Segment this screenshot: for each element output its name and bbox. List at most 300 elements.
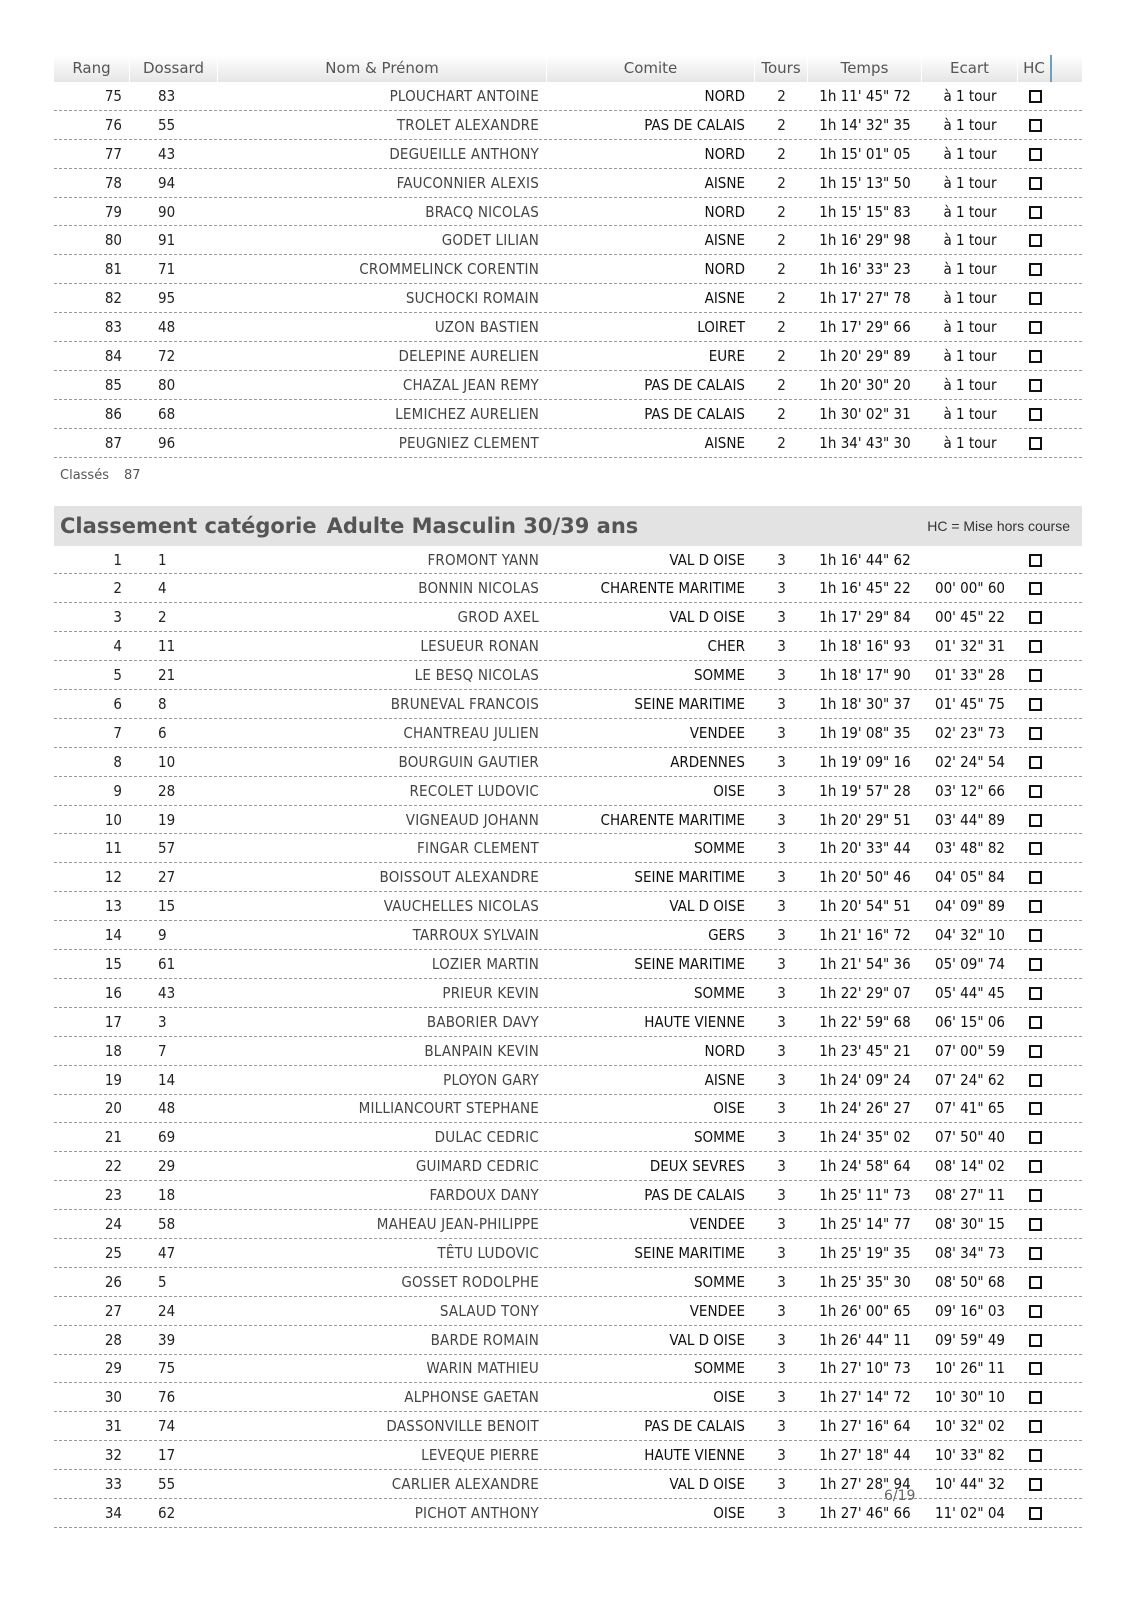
cell-dossard: 11 [158,637,176,656]
hc-checkbox-icon[interactable] [1029,987,1042,1000]
table-row [54,1095,1082,1124]
cell-ecart: 09' 16" 03 [935,1301,1005,1320]
hc-checkbox-icon[interactable] [1029,640,1042,653]
cell-tours: 3 [777,723,786,742]
cell-ecart: 03' 48" 82 [935,839,1005,858]
cell-temps: 1h 14' 32" 35 [819,115,911,134]
cell-rang: 8 [113,752,122,771]
cell-rang: 29 [104,1359,122,1378]
cell-comite: SOMME [693,983,745,1002]
cell-comite: CHER [707,637,745,656]
cell-ecart: 01' 32" 31 [935,637,1005,656]
cell-hc [1018,174,1052,192]
cell-rang: 23 [104,1186,122,1205]
cell-comite: PAS DE CALAIS [644,375,745,394]
cell-comite: SEINE MARITIME [634,868,745,887]
cell-hc [1018,289,1052,307]
cell-rang: 81 [104,260,122,279]
cell-tours: 3 [777,1330,786,1349]
hc-checkbox-icon[interactable] [1029,611,1042,624]
cell-comite: OISE [713,1388,745,1407]
cell-ecart: à 1 tour [943,173,997,192]
table-row [54,1441,1082,1470]
cell-temps: 1h 15' 13" 50 [819,173,911,192]
header-nom-prenom[interactable]: Nom & Prénom [218,55,547,82]
cell-nom-prenom: DULAC CEDRIC [434,1128,539,1147]
hc-checkbox-icon[interactable] [1029,177,1042,190]
table-row [54,806,1082,835]
cell-comite: AISNE [704,1070,745,1089]
hc-checkbox-icon[interactable] [1029,206,1042,219]
cell-tours: 3 [777,1417,786,1436]
table-row [54,284,1082,313]
hc-checkbox-icon[interactable] [1029,1218,1042,1231]
cell-dossard: 29 [158,1157,176,1176]
cell-rang: 11 [104,839,122,858]
cell-temps: 1h 24' 26" 27 [819,1099,911,1118]
cell-ecart: 04' 05" 84 [935,868,1005,887]
hc-checkbox-icon[interactable] [1029,554,1042,567]
hc-checkbox-icon[interactable] [1029,437,1042,450]
cell-ecart: 08' 14" 02 [935,1157,1005,1176]
category-title-name: Adulte Masculin 30/39 ans [326,513,639,538]
cell-tours: 3 [777,954,786,973]
cell-temps: 1h 18' 17" 90 [819,666,911,685]
cell-nom-prenom: ALPHONSE GAETAN [404,1388,539,1407]
category-title [54,514,648,538]
table-row [54,979,1082,1008]
cell-dossard: 83 [158,86,176,105]
category-header [54,506,1082,546]
cell-temps: 1h 16' 29" 98 [819,231,911,250]
cell-ecart: à 1 tour [943,115,997,134]
cell-hc [1018,405,1052,423]
cell-ecart: 00' 00" 60 [935,579,1005,598]
cell-rang: 26 [104,1272,122,1291]
cell-temps: 1h 17' 29" 66 [819,318,911,337]
header-dossard[interactable]: Dossard [130,55,218,82]
cell-ecart: 04' 09" 89 [935,897,1005,916]
cell-temps: 1h 30' 02" 31 [819,404,911,423]
table-row [54,921,1082,950]
hc-checkbox-icon[interactable] [1029,698,1042,711]
cell-tours: 3 [777,550,786,569]
cell-hc [1018,1099,1052,1117]
cell-hc [1018,551,1052,569]
cell-temps: 1h 22' 29" 07 [819,983,911,1002]
hc-checkbox-icon[interactable] [1029,814,1042,827]
cell-nom-prenom: GOSSET RODOLPHE [401,1272,539,1291]
cell-nom-prenom: TARROUX SYLVAIN [412,926,539,945]
table-row [54,1297,1082,1326]
cell-ecart: 10' 30" 10 [935,1388,1005,1407]
cell-dossard: 7 [158,1041,167,1060]
table-row [54,1037,1082,1066]
cell-hc [1018,1504,1052,1522]
table-row [54,82,1082,111]
cell-dossard: 21 [158,666,176,685]
cell-temps: 1h 19' 08" 35 [819,723,911,742]
hc-checkbox-icon[interactable] [1029,350,1042,363]
cell-rang: 87 [104,433,122,452]
cell-tours: 3 [777,579,786,598]
classes-label: Classés [60,468,109,484]
cell-comite: LOIRET [697,318,745,337]
cell-temps: 1h 25' 35" 30 [819,1272,911,1291]
cell-hc [1018,579,1052,597]
cell-ecart: 09' 59" 49 [935,1330,1005,1349]
cell-ecart: 11' 02" 04 [935,1503,1005,1522]
hc-checkbox-icon[interactable] [1029,1420,1042,1433]
cell-dossard: 10 [158,752,176,771]
hc-checkbox-icon[interactable] [1029,408,1042,421]
hc-checkbox-icon[interactable] [1029,785,1042,798]
hc-checkbox-icon[interactable] [1029,1334,1042,1347]
cell-nom-prenom: PICHOT ANTHONY [414,1503,539,1522]
table-row [54,255,1082,284]
cell-rang: 83 [104,318,122,337]
cell-nom-prenom: BARDE ROMAIN [430,1330,539,1349]
cell-temps: 1h 15' 15" 83 [819,202,911,221]
hc-checkbox-icon[interactable] [1029,1131,1042,1144]
hc-checkbox-icon[interactable] [1029,90,1042,103]
hc-checkbox-icon[interactable] [1029,1305,1042,1318]
table-row [54,1210,1082,1239]
cell-nom-prenom: FROMONT YANN [427,550,539,569]
hc-checkbox-icon[interactable] [1029,1507,1042,1520]
hc-legend-note: HC = Mise hors course [927,517,1070,534]
cell-comite: OISE [713,1503,745,1522]
hc-checkbox-icon[interactable] [1029,842,1042,855]
cell-rang: 80 [104,231,122,250]
cell-dossard: 69 [158,1128,176,1147]
cell-comite: NORD [704,144,745,163]
cell-hc [1018,203,1052,221]
hc-checkbox-icon[interactable] [1029,958,1042,971]
cell-ecart: à 1 tour [943,202,997,221]
cell-ecart: 08' 34" 73 [935,1243,1005,1262]
cell-tours: 2 [777,318,786,337]
cell-nom-prenom: MILLIANCOURT STEPHANE [358,1099,539,1118]
table-row [54,1499,1082,1528]
table-row [54,400,1082,429]
cell-comite: SOMME [693,839,745,858]
cell-rang: 12 [104,868,122,887]
hc-checkbox-icon[interactable] [1029,234,1042,247]
cell-temps: 1h 27' 46" 66 [819,1503,911,1522]
cell-temps: 1h 25' 19" 35 [819,1243,911,1262]
cell-dossard: 58 [158,1215,176,1233]
cell-dossard: 55 [158,1475,176,1494]
hc-checkbox-icon[interactable] [1029,1102,1042,1115]
cell-rang: 82 [104,289,122,308]
cell-rang: 10 [104,810,122,829]
cell-dossard: 15 [158,897,176,916]
cell-rang: 6 [113,694,122,713]
cell-temps: 1h 20' 33" 44 [819,839,911,858]
cell-temps: 1h 18' 30" 37 [819,694,911,713]
cell-hc [1018,695,1052,713]
cell-ecart: 02' 24" 54 [935,752,1005,771]
hc-checkbox-icon[interactable] [1029,1449,1042,1462]
cell-hc [1018,1359,1052,1377]
cell-temps: 1h 22' 59" 68 [819,1012,911,1031]
cell-comite: NORD [704,260,745,279]
cell-rang: 76 [104,115,122,134]
cell-comite: SOMME [693,666,745,685]
cell-rang: 84 [104,346,122,365]
table-row [54,574,1082,603]
table-row [54,748,1082,777]
cell-ecart: 02' 23" 73 [935,723,1005,742]
cell-nom-prenom: MAHEAU JEAN-PHILIPPE [376,1215,539,1233]
cell-rang: 75 [104,86,122,105]
cell-ecart: 03' 12" 66 [935,781,1005,800]
cell-rang: 18 [104,1041,122,1060]
cell-temps: 1h 16' 33" 23 [819,260,911,279]
cell-ecart: 07' 50" 40 [935,1128,1005,1147]
cell-comite: AISNE [704,173,745,192]
cell-tours: 3 [777,1012,786,1031]
cell-hc [1018,1475,1052,1493]
cell-dossard: 72 [158,346,176,365]
cell-dossard: 90 [158,202,176,221]
cell-tours: 3 [777,1186,786,1205]
cell-comite: AISNE [704,231,745,250]
cell-nom-prenom: CARLIER ALEXANDRE [391,1475,539,1494]
cell-temps: 1h 17' 27" 78 [819,289,911,308]
cell-dossard: 28 [158,781,176,800]
table-row [54,690,1082,719]
cell-ecart: 10' 26" 11 [935,1359,1005,1378]
cell-rang: 20 [104,1099,122,1118]
cell-hc [1018,1186,1052,1204]
cell-hc [1018,260,1052,278]
cell-temps: 1h 27' 18" 44 [819,1446,911,1465]
hc-checkbox-icon[interactable] [1029,929,1042,942]
table-row [54,777,1082,806]
cell-tours: 3 [777,1215,786,1233]
cell-tours: 3 [777,839,786,858]
cell-rang: 25 [104,1243,122,1262]
header-temps[interactable]: Temps [808,55,922,82]
cell-dossard: 1 [158,550,167,569]
hc-checkbox-icon[interactable] [1029,292,1042,305]
hc-checkbox-icon[interactable] [1029,582,1042,595]
cell-dossard: 91 [158,231,176,250]
cell-ecart: 01' 33" 28 [935,666,1005,685]
hc-checkbox-icon[interactable] [1029,119,1042,132]
table-row [54,1268,1082,1297]
cell-tours: 3 [777,608,786,627]
cell-nom-prenom: BOURGUIN GAUTIER [398,752,539,771]
cell-hc [1018,839,1052,857]
cell-rang: 22 [104,1157,122,1176]
hc-checkbox-icon[interactable] [1029,727,1042,740]
cell-tours: 2 [777,289,786,308]
hc-checkbox-icon[interactable] [1029,900,1042,913]
table-row [54,603,1082,632]
cell-hc [1018,811,1052,829]
hc-checkbox-icon[interactable] [1029,1478,1042,1491]
cell-dossard: 76 [158,1388,176,1407]
cell-rang: 31 [104,1417,122,1436]
cell-tours: 2 [777,173,786,192]
cell-dossard: 5 [158,1272,167,1291]
cell-dossard: 48 [158,1099,176,1118]
cell-temps: 1h 24' 58" 64 [819,1157,911,1176]
cell-tours: 3 [777,1157,786,1176]
cell-temps: 1h 23' 45" 21 [819,1041,911,1060]
cell-dossard: 19 [158,810,176,829]
hc-checkbox-icon[interactable] [1029,1362,1042,1375]
cell-hc [1018,724,1052,742]
cell-dossard: 4 [158,579,167,598]
header-ecart[interactable]: Ecart [922,55,1018,82]
cell-nom-prenom: GROD AXEL [457,608,539,627]
cell-temps: 1h 27' 10" 73 [819,1359,911,1378]
cell-dossard: 96 [158,433,176,452]
hc-checkbox-icon[interactable] [1029,1016,1042,1029]
cell-rang: 77 [104,144,122,163]
header-tours[interactable]: Tours [755,55,808,82]
cell-hc [1018,318,1052,336]
cell-tours: 3 [777,1099,786,1118]
cell-temps: 1h 16' 44" 62 [819,550,911,569]
hc-checkbox-icon[interactable] [1029,1074,1042,1087]
cell-comite: SEINE MARITIME [634,954,745,973]
cell-comite: VAL D OISE [669,550,745,569]
cell-nom-prenom: PLOYON GARY [443,1070,539,1089]
table-row [54,1008,1082,1037]
hc-checkbox-icon[interactable] [1029,379,1042,392]
header-hc[interactable]: HC [1018,55,1052,82]
cell-hc [1018,1042,1052,1060]
cell-nom-prenom: LEMICHEZ AURELIEN [395,404,539,423]
cell-ecart: 01' 45" 75 [935,694,1005,713]
cell-nom-prenom: BRUNEVAL FRANCOIS [390,694,539,713]
hc-checkbox-icon[interactable] [1029,871,1042,884]
table-row [54,950,1082,979]
cell-comite: EURE [708,346,745,365]
hc-checkbox-icon[interactable] [1029,1247,1042,1260]
table-row [54,1239,1082,1268]
table-header [54,55,1082,82]
cell-temps: 1h 20' 29" 51 [819,810,911,829]
hc-checkbox-icon[interactable] [1029,1276,1042,1289]
cell-rang: 19 [104,1070,122,1089]
cell-hc [1018,1128,1052,1146]
cell-comite: HAUTE VIENNE [644,1012,745,1031]
cell-temps: 1h 16' 45" 22 [819,579,911,598]
hc-checkbox-icon[interactable] [1029,321,1042,334]
cell-comite: HAUTE VIENNE [644,1446,745,1465]
cell-dossard: 95 [158,289,176,308]
section1-results-table [54,82,1082,458]
table-row [54,371,1082,400]
table-row [54,1066,1082,1095]
cell-ecart: à 1 tour [943,289,997,308]
cell-rang: 86 [104,404,122,423]
cell-temps: 1h 21' 16" 72 [819,926,911,945]
cell-temps: 1h 24' 35" 02 [819,1128,911,1147]
cell-tours: 3 [777,1503,786,1522]
hc-checkbox-icon[interactable] [1029,669,1042,682]
header-comite[interactable]: Comite [547,55,755,82]
hc-checkbox-icon[interactable] [1029,1045,1042,1058]
cell-ecart: à 1 tour [943,346,997,365]
cell-tours: 2 [777,404,786,423]
cell-comite: SEINE MARITIME [634,694,745,713]
cell-ecart: 07' 24" 62 [935,1070,1005,1089]
cell-rang: 13 [104,897,122,916]
header-rang[interactable]: Rang [54,55,130,82]
cell-temps: 1h 25' 14" 77 [819,1215,911,1233]
classes-summary [54,458,1082,494]
cell-temps: 1h 27' 16" 64 [819,1417,911,1436]
cell-temps: 1h 20' 50" 46 [819,868,911,887]
table-row [54,169,1082,198]
cell-ecart: à 1 tour [943,260,997,279]
cell-dossard: 9 [158,926,167,945]
cell-nom-prenom: DELEPINE AURELIEN [398,346,539,365]
cell-ecart: à 1 tour [943,375,997,394]
cell-hc [1018,1388,1052,1406]
cell-temps: 1h 26' 44" 11 [819,1330,911,1349]
cell-nom-prenom: LE BESQ NICOLAS [414,666,539,685]
table-row [54,198,1082,227]
cell-hc [1018,984,1052,1002]
cell-dossard: 55 [158,115,176,134]
hc-checkbox-icon[interactable] [1029,1391,1042,1404]
hc-checkbox-icon[interactable] [1029,148,1042,161]
table-row [54,1383,1082,1412]
table-row [54,719,1082,748]
cell-ecart: à 1 tour [943,433,997,452]
cell-rang: 32 [104,1446,122,1465]
hc-checkbox-icon[interactable] [1029,1189,1042,1202]
cell-dossard: 71 [158,260,176,279]
cell-rang: 9 [113,781,122,800]
hc-checkbox-icon[interactable] [1029,263,1042,276]
cell-tours: 3 [777,1243,786,1262]
cell-nom-prenom: UZON BASTIEN [434,318,539,337]
hc-checkbox-icon[interactable] [1029,1160,1042,1173]
cell-hc [1018,1244,1052,1262]
cell-hc [1018,1157,1052,1175]
cell-ecart: à 1 tour [943,404,997,423]
cell-dossard: 74 [158,1417,176,1436]
cell-ecart: à 1 tour [943,231,997,250]
cell-nom-prenom: BABORIER DAVY [426,1012,539,1031]
cell-ecart: 08' 30" 15 [935,1215,1005,1233]
cell-ecart: 06' 15" 06 [935,1012,1005,1031]
cell-comite: CHARENTE MARITIME [600,810,745,829]
cell-hc [1018,1013,1052,1031]
cell-dossard: 75 [158,1359,176,1378]
cell-nom-prenom: RECOLET LUDOVIC [409,781,539,800]
cell-temps: 1h 21' 54" 36 [819,954,911,973]
cell-nom-prenom: FARDOUX DANY [429,1186,539,1205]
cell-rang: 14 [104,926,122,945]
cell-nom-prenom: LOZIER MARTIN [431,954,539,973]
cell-temps: 1h 25' 11" 73 [819,1186,911,1205]
cell-nom-prenom: GUIMARD CEDRIC [415,1157,539,1176]
cell-rang: 85 [104,375,122,394]
hc-checkbox-icon[interactable] [1029,756,1042,769]
cell-dossard: 47 [158,1243,176,1262]
cell-tours: 3 [777,1359,786,1378]
